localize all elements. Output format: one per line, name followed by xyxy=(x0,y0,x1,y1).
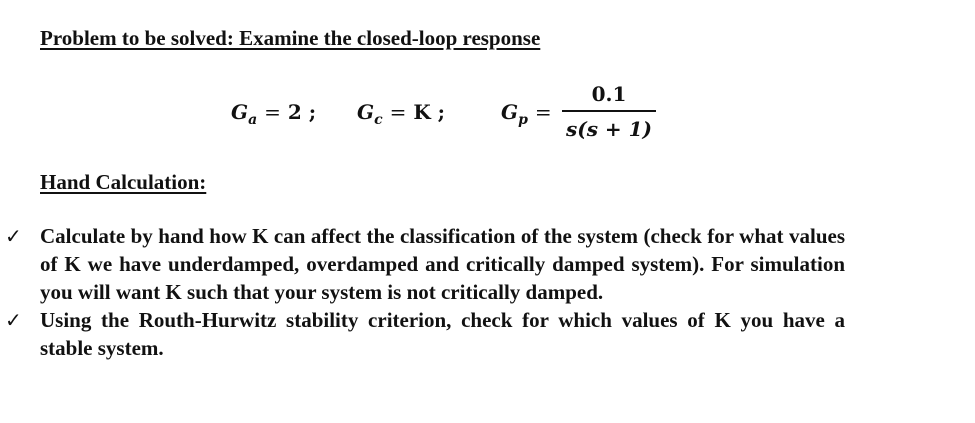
transfer-functions xyxy=(0,80,975,150)
gp-fraction xyxy=(562,80,656,142)
ga-equals: = xyxy=(264,100,281,124)
checkmark-icon: ✓ xyxy=(5,224,22,248)
equation-gp xyxy=(501,100,552,128)
equation-gc xyxy=(357,100,445,128)
gp-symbol: G xyxy=(501,100,519,124)
gp-equals: = xyxy=(534,100,552,124)
gc-subscript: c xyxy=(374,112,383,128)
ga-subscript: a xyxy=(248,112,258,128)
task-text: Using the Routh-Hurwitz stability criterion, check for which values of K you have a stable system. xyxy=(40,308,845,360)
equation-ga xyxy=(231,100,316,128)
checkmark-icon: ✓ xyxy=(5,308,22,332)
task-text: Calculate by hand how K can affect the classification of the system (check for what values of K we have underdamped, overdamped and critically damped system). For simulation you will want K such that your system is not critically damped. xyxy=(40,224,845,304)
problem-title: Problem to be solved: Examine the closed-loop response xyxy=(40,26,541,50)
list-item xyxy=(0,306,845,362)
fraction-bar xyxy=(562,110,656,112)
gc-symbol: G xyxy=(357,100,375,124)
task-list xyxy=(0,222,975,362)
ga-value: 2 ; xyxy=(287,100,317,124)
gp-denominator: s(s + 1) xyxy=(565,117,653,141)
list-item xyxy=(0,222,845,306)
section-heading: Hand Calculation: xyxy=(40,170,207,194)
gc-value: K ; xyxy=(413,100,446,124)
ga-symbol: G xyxy=(231,100,249,124)
gp-subscript: p xyxy=(518,112,528,128)
gc-equals: = xyxy=(389,100,407,124)
gp-numerator: 0.1 xyxy=(591,82,627,106)
